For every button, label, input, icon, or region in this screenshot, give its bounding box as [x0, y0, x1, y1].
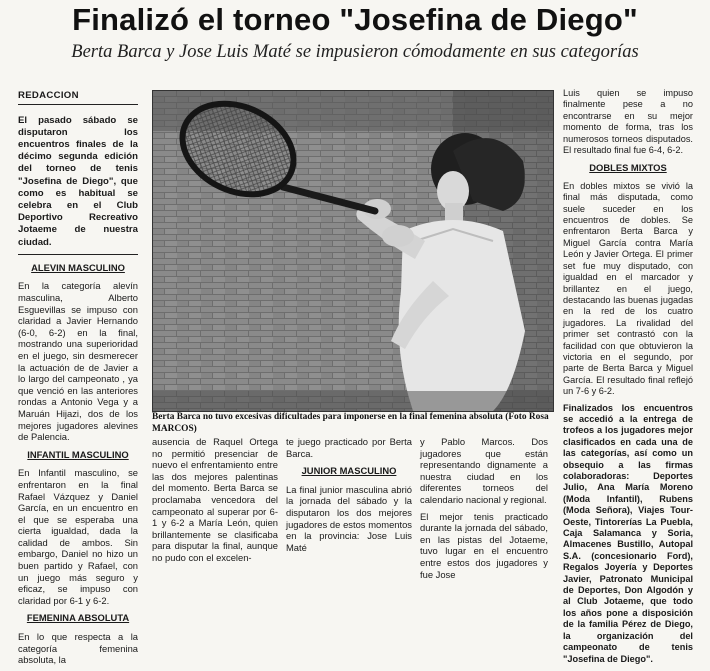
paragraph: El mejor tenis practicado durante la jornada del sábado, en las pistas del Jotaeme, tuvo lugar en el encuentro entre estos dos jugadores y fue Jose	[420, 510, 548, 580]
paragraph: y Pablo Marcos. Dos jugadores que están representando dignamente a nuestra ciudad en los diferentes torneos del calendario nacional y regional.	[420, 436, 548, 505]
paragraph: En dobles mixtos se vivió la final más disputada, como suele suceder en los encuentros de dobles. Se enfrentaron Berta Barca y Miguel García contra María León y Javier Ortega. El primer set fue muy disputado, con igualdad en el marcador y brillantez en el juego, destacando las buenas jugadas en la red de los cuatro jugadores. La rivalidad del primer set contrastó con la facilidad con que obtuvieron la victoria en el segundo, por parte de Berta Barca y Miguel García. El resultado final reflejó un 7-6 y 6-2.	[563, 180, 693, 397]
paragraph: ausencia de Raquel Ortega no permitió presenciar de nuevo el enfrentamiento entre las dos mejores palentinas del momento. Berta Barca se proclamaba vencedora del campeonato al superar por 6-1 y 6-2 a María León, quien brillantemente se clasificaba para disputar la final, aunque no pudo con el excelen-	[152, 436, 278, 563]
tennis-player-photo	[152, 90, 554, 412]
paragraph: En la categoría alevín masculina, Alberto Esguevillas se impuso con claridad a Javier Hernando (6-0, 6-2) en la final, mostrando una superioridad en el juego, sin desmerecer la actuación de de Javier a lo largo del campeonato , ya que venció en las anteriores rondas a Antonio Vega y a Maruán Hijazi, dos de los mejores jugadores alevines de Palencia.	[18, 280, 138, 443]
column-3	[286, 436, 412, 558]
byline: REDACCION	[18, 90, 138, 105]
paragraph: En Infantil masculino, se enfrentaron en la final Rafael Vázquez y Daniel García, en un encuentro en el que se esperaba una cierta igualdad, dada la calidad de ambos. Sin embargo, Daniel no hizo un buen partido y Rafael, con un juego más seguro y eficaz, se impuso con claridad por 6-1 y 6-2.	[18, 467, 138, 606]
paragraph: Finalizados los encuentros se accedió a la entrega de trofeos a los jugadores mejor clasificados en cada una de las categorías, así como un obsequio a las firmas colaboradoras: Deportes Julio, Ana María Moreno (Moda Infantil), Rubens (Moda Señora), Viajes Tour-Oeste, Tintorerías La Puebla, Caja Salamanca y Soria, Almacenes Bustillo, Autopal S.A. (concesionario Ford), Regalos Joyería y Deportes Javier, Patronato Municipal de Deportes, Don Algodón y al Club Jotaeme, que todo los años pone a disposición de la familia Pérez de Diego, la organización del campeonato de tenis "Josefina de Diego".	[563, 402, 693, 664]
divider	[18, 254, 138, 255]
section-title-junior: JUNIOR MASCULINO	[301, 465, 397, 477]
lead-paragraph: El pasado sábado se disputaron los encuentros finales de la décimo segunda edición del torneo de tenis "Josefina de Diego", que como es habitual se celebra en el Club Deportivo Recreativo Jotaeme de nuestra ciudad.	[18, 114, 138, 248]
paragraph: te juego practicado por Berta Barca.	[286, 436, 412, 459]
column-2	[152, 436, 278, 569]
section-title-dobles: DOBLES MIXTOS	[589, 162, 667, 174]
section-title-alevin: ALEVIN MASCULINO	[31, 261, 125, 273]
column-5	[563, 88, 693, 670]
column-1	[18, 90, 138, 671]
section-title-infantil: INFANTIL MASCULINO	[27, 448, 129, 460]
subheadline: Berta Barca y Jose Luis Maté se impusieron cómodamente en sus categorías	[71, 42, 639, 62]
headline: Finalizó el torneo "Josefina de Diego"	[72, 2, 638, 37]
photo-illustration	[153, 91, 553, 411]
photo-caption: Berta Barca no tuvo excesivas dificultades para imponerse en la final femenina absoluta (Foto Rosa MARCOS)	[152, 412, 549, 434]
paragraph: La final junior masculina abrió la jornada del sábado y la disputaron los dos mejores jugadores de estos momentos en la provincia: Jose Luis Maté	[286, 483, 412, 553]
paragraph: Luis quien se impuso finalmente pese a no encontrarse en su mejor momento de forma, tras los numerosos torneos disputados. El resultado final fue 6-4, 6-2.	[563, 88, 693, 156]
column-4	[420, 436, 548, 585]
paragraph: En lo que respecta a la categoría femenina absoluta, la	[18, 631, 138, 666]
section-title-femenina: FEMENINA ABSOLUTA	[26, 612, 130, 624]
